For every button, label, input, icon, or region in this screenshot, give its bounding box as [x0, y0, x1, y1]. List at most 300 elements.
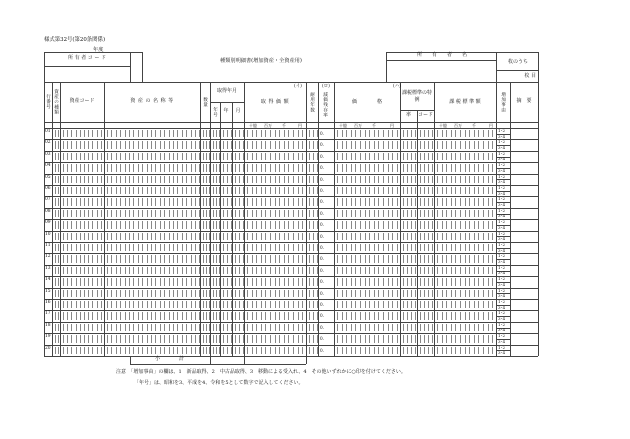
digit-tick: [80, 153, 81, 160]
digit-tick: [133, 187, 134, 194]
digit-tick: [317, 164, 318, 171]
digit-tick: [415, 312, 416, 319]
digit-tick: [160, 198, 161, 205]
digit-tick: [195, 244, 196, 251]
digit-tick: [275, 164, 276, 171]
digit-tick: [55, 301, 56, 308]
digit-tick: [173, 164, 174, 171]
digit-tick: [58, 210, 59, 217]
digit-tick: [138, 221, 139, 228]
digit-tick: [483, 255, 484, 262]
digit-tick: [298, 267, 299, 274]
digit-tick: [369, 278, 370, 285]
digit-tick: [270, 290, 271, 297]
row-number: 20: [45, 345, 51, 351]
value-unit-thousand: 千: [372, 123, 376, 128]
digit-tick: [243, 130, 244, 137]
digit-tick: [488, 290, 489, 297]
reason-code-1-2[interactable]: 1･2: [498, 333, 506, 339]
digit-tick: [351, 324, 352, 331]
digit-tick: [216, 301, 217, 308]
residual-prefix: 0.: [320, 233, 324, 239]
digit-tick: [374, 130, 375, 137]
digit-tick: [169, 187, 170, 194]
digit-tick: [84, 198, 85, 205]
digit-tick: [84, 301, 85, 308]
digit-tick: [465, 312, 466, 319]
reason-code-3-4[interactable]: 3･4: [498, 201, 506, 207]
digit-tick: [378, 153, 379, 160]
digit-tick: [415, 244, 416, 251]
digit-tick: [378, 312, 379, 319]
digit-tick: [147, 278, 148, 285]
digit-tick: [365, 233, 366, 240]
digit-tick: [492, 187, 493, 194]
digit-tick: [219, 187, 220, 194]
digit-tick: [58, 255, 59, 262]
digit-tick: [374, 335, 375, 342]
grid-hline: [44, 151, 538, 152]
reason-code-3-4[interactable]: 3･4: [498, 315, 506, 321]
digit-tick: [424, 176, 425, 183]
digit-tick: [411, 244, 412, 251]
digit-tick: [133, 335, 134, 342]
digit-tick: [67, 301, 68, 308]
digit-tick: [256, 141, 257, 148]
digit-tick: [235, 267, 236, 274]
digit-tick: [203, 141, 204, 148]
digit-tick: [147, 244, 148, 251]
digit-tick: [227, 267, 228, 274]
digit-tick: [355, 233, 356, 240]
digit-tick: [147, 210, 148, 217]
digit-tick: [227, 130, 228, 137]
digit-tick: [252, 301, 253, 308]
digit-tick: [111, 187, 112, 194]
reason-code-1-2[interactable]: 1･2: [498, 242, 506, 247]
digit-tick: [397, 290, 398, 297]
digit-tick: [365, 221, 366, 228]
grid-hline: [44, 208, 538, 209]
reason-code-3-4[interactable]: 3･4: [498, 338, 506, 344]
digit-tick: [478, 267, 479, 274]
reason-code-3-4[interactable]: 3･4: [498, 213, 506, 219]
digit-tick: [101, 267, 102, 274]
digit-tick: [383, 198, 384, 205]
digit-tick: [298, 278, 299, 285]
digit-tick: [111, 198, 112, 205]
digit-tick: [342, 335, 343, 342]
digit-tick: [313, 267, 314, 274]
digit-tick: [451, 324, 452, 331]
digit-tick: [67, 347, 68, 354]
digit-tick: [446, 233, 447, 240]
digit-tick: [383, 347, 384, 354]
reason-code-1-2[interactable]: 1･2: [498, 128, 506, 133]
digit-tick: [442, 255, 443, 262]
digit-tick: [415, 164, 416, 171]
digit-tick: [151, 290, 152, 297]
digit-tick: [142, 221, 143, 228]
digit-tick: [101, 301, 102, 308]
reason-code-1-2[interactable]: 1･2: [498, 264, 506, 270]
value-unit-billion: 十億: [339, 123, 347, 128]
digit-tick: [488, 278, 489, 285]
digit-tick: [360, 347, 361, 354]
digit-tick: [133, 221, 134, 228]
digit-tick: [374, 290, 375, 297]
digit-tick: [256, 267, 257, 274]
digit-tick: [92, 312, 93, 319]
digit-tick: [55, 187, 56, 194]
digit-tick: [129, 312, 130, 319]
reason-code-1-2[interactable]: 1･2: [498, 276, 506, 282]
digit-tick: [155, 255, 156, 262]
digit-tick: [164, 244, 165, 251]
value-mark: (ハ): [393, 84, 401, 89]
reason-code-3-4[interactable]: 3･4: [498, 224, 506, 230]
digit-tick: [76, 233, 77, 240]
digit-tick: [206, 312, 207, 319]
digit-tick: [92, 187, 93, 194]
digit-tick: [342, 141, 343, 148]
digit-tick: [313, 244, 314, 251]
reason-code-1-2[interactable]: 1･2: [498, 344, 506, 350]
reason-code-3-4[interactable]: 3･4: [498, 236, 506, 242]
digit-tick: [355, 335, 356, 342]
digit-tick: [478, 198, 479, 205]
digit-tick: [360, 187, 361, 194]
digit-tick: [177, 221, 178, 228]
digit-tick: [369, 312, 370, 319]
digit-tick: [428, 312, 429, 319]
digit-tick: [195, 312, 196, 319]
digit-tick: [63, 141, 64, 148]
digit-tick: [478, 153, 479, 160]
digit-tick: [203, 324, 204, 331]
digit-tick: [265, 141, 266, 148]
digit-tick: [151, 130, 152, 137]
digit-tick: [261, 244, 262, 251]
reason-code-3-4[interactable]: 3･4: [498, 258, 506, 264]
reason-code-3-4[interactable]: 3･4: [498, 293, 506, 299]
digit-tick: [355, 187, 356, 194]
digit-tick: [293, 244, 294, 251]
digit-tick: [63, 267, 64, 274]
digit-tick: [446, 130, 447, 137]
digit-tick: [195, 278, 196, 285]
digit-tick: [219, 221, 220, 228]
digit-tick: [243, 244, 244, 251]
digit-tick: [195, 335, 196, 342]
digit-tick: [407, 164, 408, 171]
digit-tick: [76, 278, 77, 285]
digit-tick: [342, 301, 343, 308]
digit-tick: [465, 290, 466, 297]
digit-tick: [411, 267, 412, 274]
digit-tick: [97, 244, 98, 251]
digit-tick: [420, 335, 421, 342]
reason-code-3-4[interactable]: 3･4: [498, 270, 506, 276]
digit-tick: [293, 278, 294, 285]
digit-tick: [369, 176, 370, 183]
digit-tick: [275, 187, 276, 194]
digit-tick: [270, 187, 271, 194]
digit-tick: [177, 233, 178, 240]
digit-tick: [76, 130, 77, 137]
digit-tick: [407, 244, 408, 251]
digit-tick: [492, 176, 493, 183]
digit-tick: [71, 324, 72, 331]
digit-tick: [101, 176, 102, 183]
digit-tick: [227, 153, 228, 160]
reason-code-3-4[interactable]: 3･4: [498, 190, 506, 196]
digit-tick: [265, 244, 266, 251]
digit-tick: [223, 141, 224, 148]
digit-tick: [92, 244, 93, 251]
digit-tick: [160, 335, 161, 342]
digit-tick: [58, 153, 59, 160]
digit-tick: [351, 244, 352, 251]
grid-vline: [496, 52, 497, 82]
digit-tick: [388, 210, 389, 217]
digit-tick: [478, 130, 479, 137]
digit-tick: [138, 324, 139, 331]
digit-tick: [231, 244, 232, 251]
reason-code-3-4[interactable]: 3･4: [498, 167, 506, 173]
digit-tick: [365, 176, 366, 183]
header-month: 月: [235, 108, 241, 115]
reason-code-3-4[interactable]: 3･4: [498, 144, 506, 150]
digit-tick: [275, 301, 276, 308]
digit-tick: [133, 312, 134, 319]
digit-tick: [71, 141, 72, 148]
reason-code-3-4[interactable]: 3･4: [498, 281, 506, 287]
digit-tick: [284, 290, 285, 297]
reason-code-3-4[interactable]: 3･4: [498, 156, 506, 162]
digit-tick: [407, 324, 408, 331]
digit-tick: [478, 221, 479, 228]
row-number: 15: [45, 288, 51, 294]
digit-tick: [360, 221, 361, 228]
digit-tick: [138, 267, 139, 274]
digit-tick: [133, 324, 134, 331]
digit-tick: [261, 153, 262, 160]
digit-tick: [80, 221, 81, 228]
digit-tick: [216, 187, 217, 194]
digit-tick: [442, 290, 443, 297]
digit-tick: [411, 301, 412, 308]
digit-tick: [446, 347, 447, 354]
digit-tick: [346, 176, 347, 183]
digit-tick: [67, 198, 68, 205]
digit-tick: [302, 141, 303, 148]
digit-tick: [346, 347, 347, 354]
digit-tick: [216, 153, 217, 160]
reason-code-3-4[interactable]: 3･4: [498, 327, 506, 333]
digit-tick: [442, 324, 443, 331]
grid-hline: [44, 196, 538, 197]
digit-tick: [125, 255, 126, 262]
digit-tick: [351, 233, 352, 240]
digit-tick: [101, 198, 102, 205]
digit-tick: [492, 210, 493, 217]
digit-tick: [407, 153, 408, 160]
digit-tick: [442, 301, 443, 308]
reason-code-3-4[interactable]: 3･4: [498, 247, 506, 253]
digit-tick: [474, 233, 475, 240]
digit-tick: [231, 153, 232, 160]
digit-tick: [133, 233, 134, 240]
reason-code-3-4[interactable]: 3･4: [498, 179, 506, 185]
digit-tick: [67, 221, 68, 228]
digit-tick: [488, 267, 489, 274]
digit-tick: [465, 221, 466, 228]
digit-tick: [138, 164, 139, 171]
digit-tick: [209, 244, 210, 251]
digit-tick: [256, 153, 257, 160]
digit-tick: [397, 210, 398, 217]
digit-tick: [432, 324, 433, 331]
reason-code-3-4[interactable]: 3･4: [498, 133, 506, 139]
digit-tick: [129, 335, 130, 342]
digit-tick: [317, 244, 318, 251]
reason-code-1-2[interactable]: 1･2: [498, 207, 506, 213]
digit-tick: [270, 244, 271, 251]
reason-code-1-2[interactable]: 1･2: [498, 287, 506, 293]
reason-code-1-2[interactable]: 1･2: [498, 321, 506, 327]
digit-tick: [191, 221, 192, 228]
reason-code-1-2[interactable]: 1･2: [498, 230, 506, 236]
digit-tick: [55, 164, 56, 171]
reason-code-1-2[interactable]: 1･2: [498, 139, 506, 145]
digit-tick: [265, 267, 266, 274]
reason-code-1-2[interactable]: 1･2: [498, 150, 506, 156]
digit-tick: [465, 335, 466, 342]
digit-tick: [223, 198, 224, 205]
grid-vline: [130, 52, 131, 82]
digit-tick: [239, 130, 240, 137]
digit-tick: [302, 176, 303, 183]
digit-tick: [116, 153, 117, 160]
reason-code-1-2[interactable]: 1･2: [498, 173, 506, 179]
digit-tick: [309, 141, 310, 148]
digit-tick: [388, 290, 389, 297]
digit-tick: [465, 141, 466, 148]
digit-tick: [383, 335, 384, 342]
digit-tick: [97, 130, 98, 137]
digit-tick: [58, 164, 59, 171]
digit-tick: [160, 141, 161, 148]
digit-tick: [164, 141, 165, 148]
digit-tick: [116, 347, 117, 354]
digit-tick: [67, 141, 68, 148]
digit-tick: [247, 233, 248, 240]
digit-tick: [383, 141, 384, 148]
digit-tick: [247, 255, 248, 262]
digit-tick: [239, 255, 240, 262]
digit-tick: [199, 210, 200, 217]
digit-tick: [265, 198, 266, 205]
cost-unit-million: 百万: [264, 123, 272, 128]
digit-tick: [261, 187, 262, 194]
digit-tick: [437, 347, 438, 354]
digit-tick: [223, 255, 224, 262]
digit-tick: [227, 141, 228, 148]
digit-tick: [428, 278, 429, 285]
digit-tick: [256, 255, 257, 262]
digit-tick: [92, 278, 93, 285]
digit-tick: [88, 244, 89, 251]
digit-tick: [97, 187, 98, 194]
digit-tick: [120, 141, 121, 148]
reason-code-1-2[interactable]: 1･2: [498, 253, 506, 259]
reason-code-3-4[interactable]: 3･4: [498, 350, 506, 356]
digit-tick: [216, 210, 217, 217]
reason-code-1-2[interactable]: 1･2: [498, 162, 506, 168]
digit-tick: [76, 187, 77, 194]
digit-tick: [231, 198, 232, 205]
digit-tick: [227, 335, 228, 342]
digit-tick: [173, 221, 174, 228]
digit-tick: [460, 130, 461, 137]
digit-tick: [488, 233, 489, 240]
reason-code-1-2[interactable]: 1･2: [498, 185, 506, 190]
digit-tick: [243, 324, 244, 331]
digit-tick: [199, 347, 200, 354]
digit-tick: [186, 153, 187, 160]
digit-tick: [107, 198, 108, 205]
digit-tick: [107, 290, 108, 297]
digit-tick: [492, 278, 493, 285]
digit-tick: [360, 324, 361, 331]
digit-tick: [302, 267, 303, 274]
digit-tick: [129, 278, 130, 285]
digit-tick: [442, 187, 443, 194]
digit-tick: [173, 141, 174, 148]
reason-code-3-4[interactable]: 3･4: [498, 304, 506, 310]
digit-tick: [483, 290, 484, 297]
digit-tick: [227, 210, 228, 217]
digit-tick: [92, 347, 93, 354]
digit-tick: [182, 290, 183, 297]
digit-tick: [247, 176, 248, 183]
reason-code-1-2[interactable]: 1･2: [498, 219, 506, 225]
digit-tick: [209, 233, 210, 240]
reason-code-1-2[interactable]: 1･2: [498, 299, 506, 304]
digit-tick: [252, 210, 253, 217]
digit-tick: [302, 198, 303, 205]
digit-tick: [478, 324, 479, 331]
digit-tick: [420, 233, 421, 240]
digit-tick: [213, 164, 214, 171]
digit-tick: [293, 267, 294, 274]
digit-tick: [111, 141, 112, 148]
digit-tick: [160, 278, 161, 285]
digit-tick: [147, 267, 148, 274]
reason-code-1-2[interactable]: 1･2: [498, 196, 506, 202]
digit-tick: [191, 255, 192, 262]
digit-tick: [173, 198, 174, 205]
digit-tick: [151, 164, 152, 171]
digit-tick: [284, 267, 285, 274]
digit-tick: [492, 301, 493, 308]
digit-tick: [111, 221, 112, 228]
digit-tick: [116, 278, 117, 285]
reason-code-1-2[interactable]: 1･2: [498, 310, 506, 316]
digit-tick: [309, 233, 310, 240]
digit-tick: [216, 130, 217, 137]
